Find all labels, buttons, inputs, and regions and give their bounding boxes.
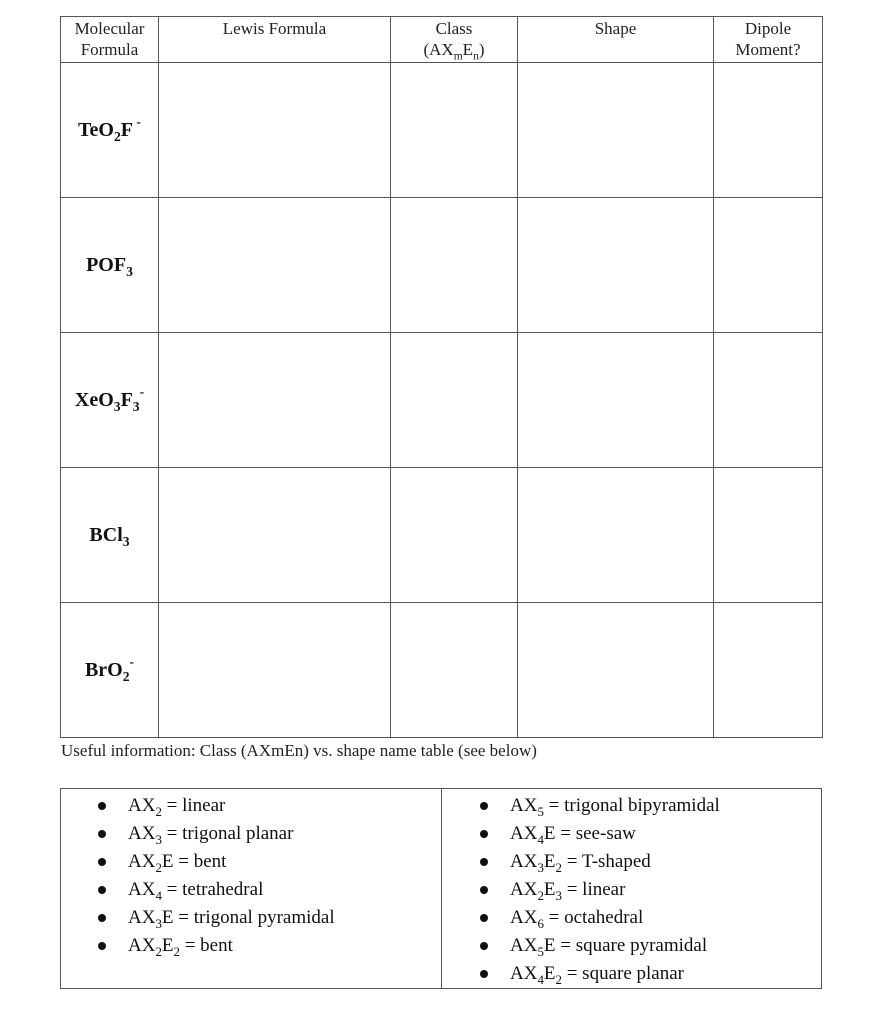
molecular-formula: BrO$_2$- [84, 653, 135, 684]
reference-list-left [61, 792, 441, 960]
dipole-answer-cell[interactable] [714, 333, 823, 468]
reference-list-item: $AX_3E$ = trigonal pyramidal [61, 904, 441, 932]
molecular-formula-cell [61, 333, 159, 468]
useful-information-caption: Useful information: Class (AXmEn) vs. shape name table (see below) [61, 741, 537, 760]
molecular-formula: TeO$_2$F - [78, 113, 141, 144]
header-lewis-formula: Lewis Formula [159, 17, 391, 63]
reference-list-item: $AX_2E$ = bent [61, 848, 441, 876]
reference-list-item: $AX_2E_3$ = linear [442, 876, 821, 904]
table-row [61, 603, 823, 738]
bullet-icon [480, 914, 488, 922]
reference-list-item: $AX_4E_2$ = square planar [442, 960, 821, 988]
reference-list-right [442, 792, 821, 988]
header-dipole-moment: Dipole Moment? [714, 17, 823, 63]
bullet-icon [98, 830, 106, 838]
class-answer-cell[interactable] [391, 198, 518, 333]
bullet-icon [98, 942, 106, 950]
dipole-answer-cell[interactable] [714, 198, 823, 333]
table-row [61, 333, 823, 468]
bullet-icon [480, 858, 488, 866]
bullet-icon [98, 914, 106, 922]
reference-list-item: $AX_4$ = tetrahedral [61, 876, 441, 904]
header-class-label: Class [435, 19, 473, 38]
table-row [61, 63, 823, 198]
header-molecular-formula: Molecular Formula [61, 17, 159, 63]
header-row [61, 17, 823, 63]
dipole-answer-cell[interactable] [714, 63, 823, 198]
table-row [61, 198, 823, 333]
bullet-icon [480, 970, 488, 978]
class-answer-cell[interactable] [391, 468, 518, 603]
worksheet-table [60, 16, 823, 738]
shape-answer-cell[interactable] [518, 603, 714, 738]
reference-list-item: $AX_2$ = linear [61, 792, 441, 820]
lewis-formula-answer-cell[interactable] [159, 63, 391, 198]
class-answer-cell[interactable] [391, 603, 518, 738]
bullet-icon [98, 802, 106, 810]
molecular-formula-cell [61, 603, 159, 738]
reference-list-item: $AX_2E_2$ = bent [61, 932, 441, 960]
table-row [61, 468, 823, 603]
header-class [391, 17, 518, 63]
bullet-icon [480, 942, 488, 950]
molecular-formula-cell [61, 63, 159, 198]
class-answer-cell[interactable] [391, 333, 518, 468]
bullet-icon [98, 886, 106, 894]
reference-list-item: $AX_3E_2$ = T-shaped [442, 848, 821, 876]
dipole-answer-cell[interactable] [714, 603, 823, 738]
shape-answer-cell[interactable] [518, 63, 714, 198]
shape-answer-cell[interactable] [518, 468, 714, 603]
reference-list-item: $AX_6$ = octahedral [442, 904, 821, 932]
reference-list-item: $AX_5$ = trigonal bipyramidal [442, 792, 821, 820]
header-class-notation: $(AX_mE_n)$ [423, 40, 485, 63]
bullet-icon [480, 886, 488, 894]
molecular-formula-cell [61, 468, 159, 603]
dipole-answer-cell[interactable] [714, 468, 823, 603]
reference-list-item: $AX_3$ = trigonal planar [61, 820, 441, 848]
reference-list-item: $AX_5E$ = square pyramidal [442, 932, 821, 960]
lewis-formula-answer-cell[interactable] [159, 468, 391, 603]
shape-answer-cell[interactable] [518, 333, 714, 468]
class-shape-reference-table [60, 788, 822, 989]
molecular-formula: $POF_3$ [86, 253, 133, 279]
molecular-formula: $XeO_3F_3^-$ [74, 383, 145, 414]
shape-answer-cell[interactable] [518, 198, 714, 333]
bullet-icon [480, 802, 488, 810]
header-shape: Shape [518, 17, 714, 63]
reference-right-column [442, 789, 822, 989]
molecular-formula: BCl$_3$ [89, 523, 130, 549]
bullet-icon [480, 830, 488, 838]
reference-left-column [61, 789, 442, 989]
lewis-formula-answer-cell[interactable] [159, 603, 391, 738]
bullet-icon [98, 858, 106, 866]
reference-list-item: $AX_4E = see-saw$ [442, 820, 821, 848]
class-answer-cell[interactable] [391, 63, 518, 198]
lewis-formula-answer-cell[interactable] [159, 198, 391, 333]
lewis-formula-answer-cell[interactable] [159, 333, 391, 468]
molecular-formula-cell [61, 198, 159, 333]
